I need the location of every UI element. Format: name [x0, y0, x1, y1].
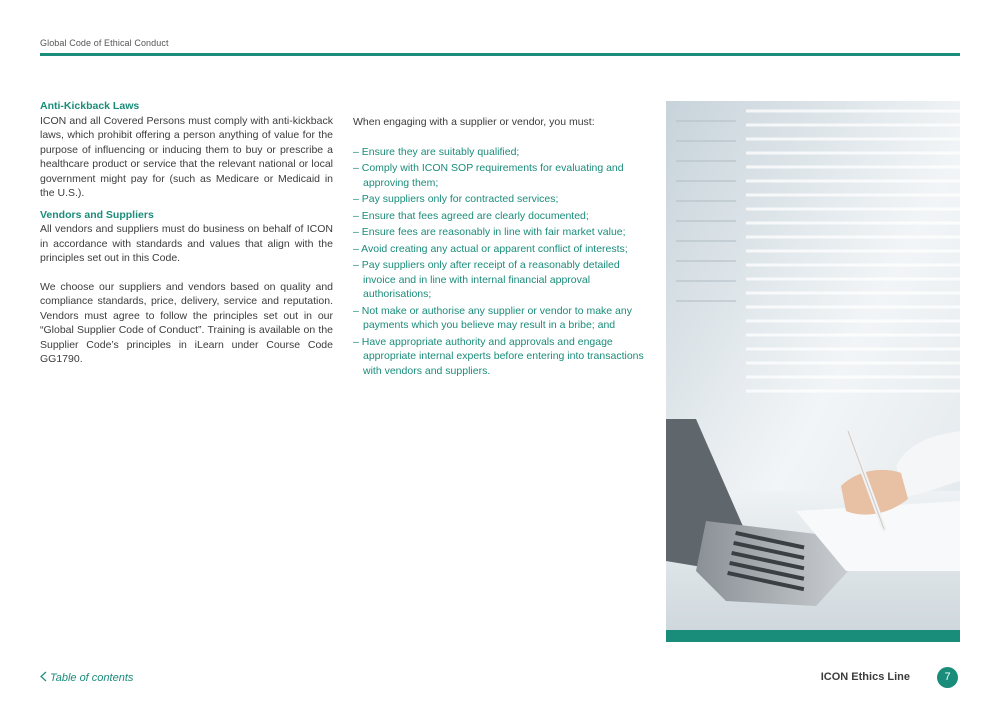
middle-column [353, 115, 653, 380]
toc-link-label: Table of contents [50, 672, 134, 684]
page-number-badge: 7 [937, 667, 958, 688]
header-divider [40, 53, 960, 56]
laptop-writing-photo [666, 101, 960, 630]
left-column [40, 99, 333, 367]
ethics-line-link[interactable]: ICON Ethics Line [820, 671, 910, 683]
requirements-list [353, 145, 653, 379]
document-title: Global Code of Ethical Conduct [40, 38, 169, 48]
list-item: – Pay suppliers only after receipt of a reasonably detailed invoice and in line with internal financial approval authorisations; [353, 259, 620, 300]
photo-accent-band [666, 630, 960, 642]
vendors-para-1: All vendors and suppliers must do business on behalf of ICON in accordance with standards and values that align with the principles set out in this Code. [40, 223, 333, 264]
heading-vendors-suppliers: Vendors and Suppliers [40, 208, 154, 221]
list-item: – Pay suppliers only for contracted services; [353, 193, 559, 205]
vendors-para-2: We choose our suppliers and vendors based on quality and compliance standards, price, delivery, service and reputation. Vendors must agree to follow the principles set out in our “Global Supplier Code of Conduct”. Training is available on the Supplier Code’s principles in iLearn under Course Code GG1790. [40, 280, 333, 365]
list-item: – Not make or authorise any supplier or vendor to make any payments which you believe may result in a bribe; and [353, 304, 632, 331]
chevron-left-icon [40, 671, 47, 685]
list-item: – Ensure fees are reasonably in line with fair market value; [353, 226, 626, 238]
anti-kickback-body: ICON and all Covered Persons must comply with anti-kickback laws, which prohibit offering a person anything of value for the purpose of influencing or inducing them to buy or prescribe a healthcare product or service that the relevant national or local government might pay for (such as Medicare or Medicaid in the U.S.). [40, 114, 333, 199]
list-item: – Comply with ICON SOP requirements for evaluating and approving them; [353, 162, 624, 189]
list-item: – Ensure they are suitably qualified; [353, 145, 520, 158]
list-item: – Avoid creating any actual or apparent conflict of interests; [353, 242, 628, 255]
list-item: – Have appropriate authority and approvals and engage appropriate internal experts before entering into transactions with vendors and suppliers. [353, 335, 644, 377]
table-of-contents-link[interactable] [40, 671, 133, 685]
heading-anti-kickback: Anti-Kickback Laws [40, 100, 140, 112]
requirements-intro: When engaging with a supplier or vendor, you must: [353, 116, 595, 128]
list-item: – Ensure that fees agreed are clearly documented; [353, 209, 589, 222]
photo-illustration [666, 101, 960, 630]
